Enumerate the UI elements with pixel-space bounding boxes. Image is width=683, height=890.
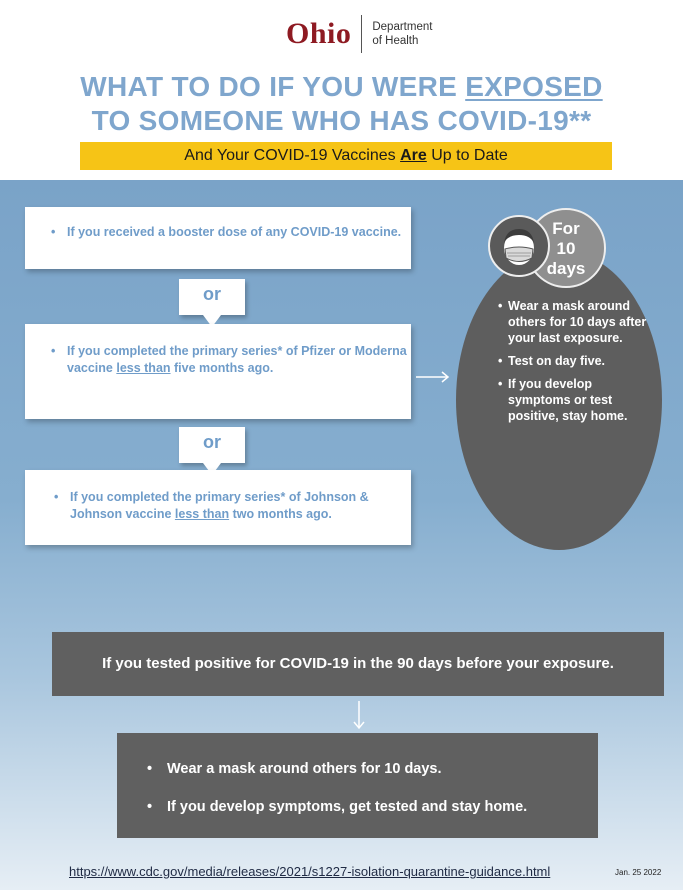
title-line1-text: WHAT TO DO IF YOU WERE (80, 71, 466, 102)
positive-action-item: • Wear a mask around others for 10 days. (167, 760, 598, 778)
condition-card-pfizer-moderna (25, 324, 411, 419)
masked-face-icon (488, 215, 550, 277)
condition-item (70, 489, 411, 523)
condition-text: five months ago. (170, 361, 274, 375)
duration-line1: For (552, 219, 580, 238)
condition-text: two months ago. (229, 507, 332, 521)
action-ellipse (456, 250, 662, 550)
condition-text: If you completed the primary series* of Johnson & Johnson vaccine (70, 490, 369, 521)
logo-department-line2: of Health (372, 35, 419, 47)
title-emphasis: EXPOSED (465, 71, 603, 102)
prior-positive-banner: If you tested positive for COVID-19 in the 90 days before your exposure. (52, 632, 664, 696)
logo-department (372, 20, 432, 48)
subtitle-emphasis: Are (400, 147, 427, 164)
condition-emphasis: less than (116, 361, 171, 375)
title-line2: TO SOMEONE WHO HAS COVID-19** (91, 105, 592, 136)
subtitle-post: Up to Date (426, 147, 508, 164)
page-title (0, 70, 683, 138)
header (0, 0, 683, 180)
title-line1 (0, 70, 683, 104)
action-item: • Test on day five. (508, 353, 648, 369)
duration-line2: 10 (556, 239, 576, 258)
condition-text: If you completed the primary series* of Pfizer or Moderna vaccine (67, 344, 407, 375)
ohio-department-of-health-logo (286, 14, 432, 54)
action-item: • Wear a mask around others for 10 days after your last exposure. (508, 298, 648, 346)
publication-date: Jan. 25 2022 (615, 868, 662, 877)
or-connector: or (179, 427, 245, 463)
duration-line3: days (546, 259, 586, 278)
condition-card-johnson (25, 470, 411, 545)
action-item: • If you develop symptoms or test positive, stay home. (508, 376, 648, 424)
prior-positive-actions (117, 733, 598, 838)
or-connector: or (179, 279, 245, 315)
cdc-guidance-link[interactable]: https://www.cdc.gov/media/releases/2021/s1227-isolation-quarantine-guidance.html (69, 864, 551, 879)
logo-divider (361, 15, 362, 53)
arrow-down-icon (352, 700, 366, 730)
condition-item (67, 343, 411, 377)
condition-item: • If you received a booster dose of any COVID-19 vaccine. (67, 224, 411, 241)
positive-action-item: • If you develop symptoms, get tested and stay home. (167, 798, 598, 816)
masked-face-graphic (490, 217, 548, 275)
logo-ohio-text: Ohio (286, 17, 352, 50)
arrow-right-icon (415, 370, 451, 384)
condition-emphasis: less than (174, 507, 230, 521)
subtitle-banner (80, 142, 612, 170)
condition-card-booster (25, 207, 411, 269)
subtitle-pre: And Your COVID-19 Vaccines (184, 147, 401, 164)
logo-department-line1: Department (372, 21, 433, 33)
